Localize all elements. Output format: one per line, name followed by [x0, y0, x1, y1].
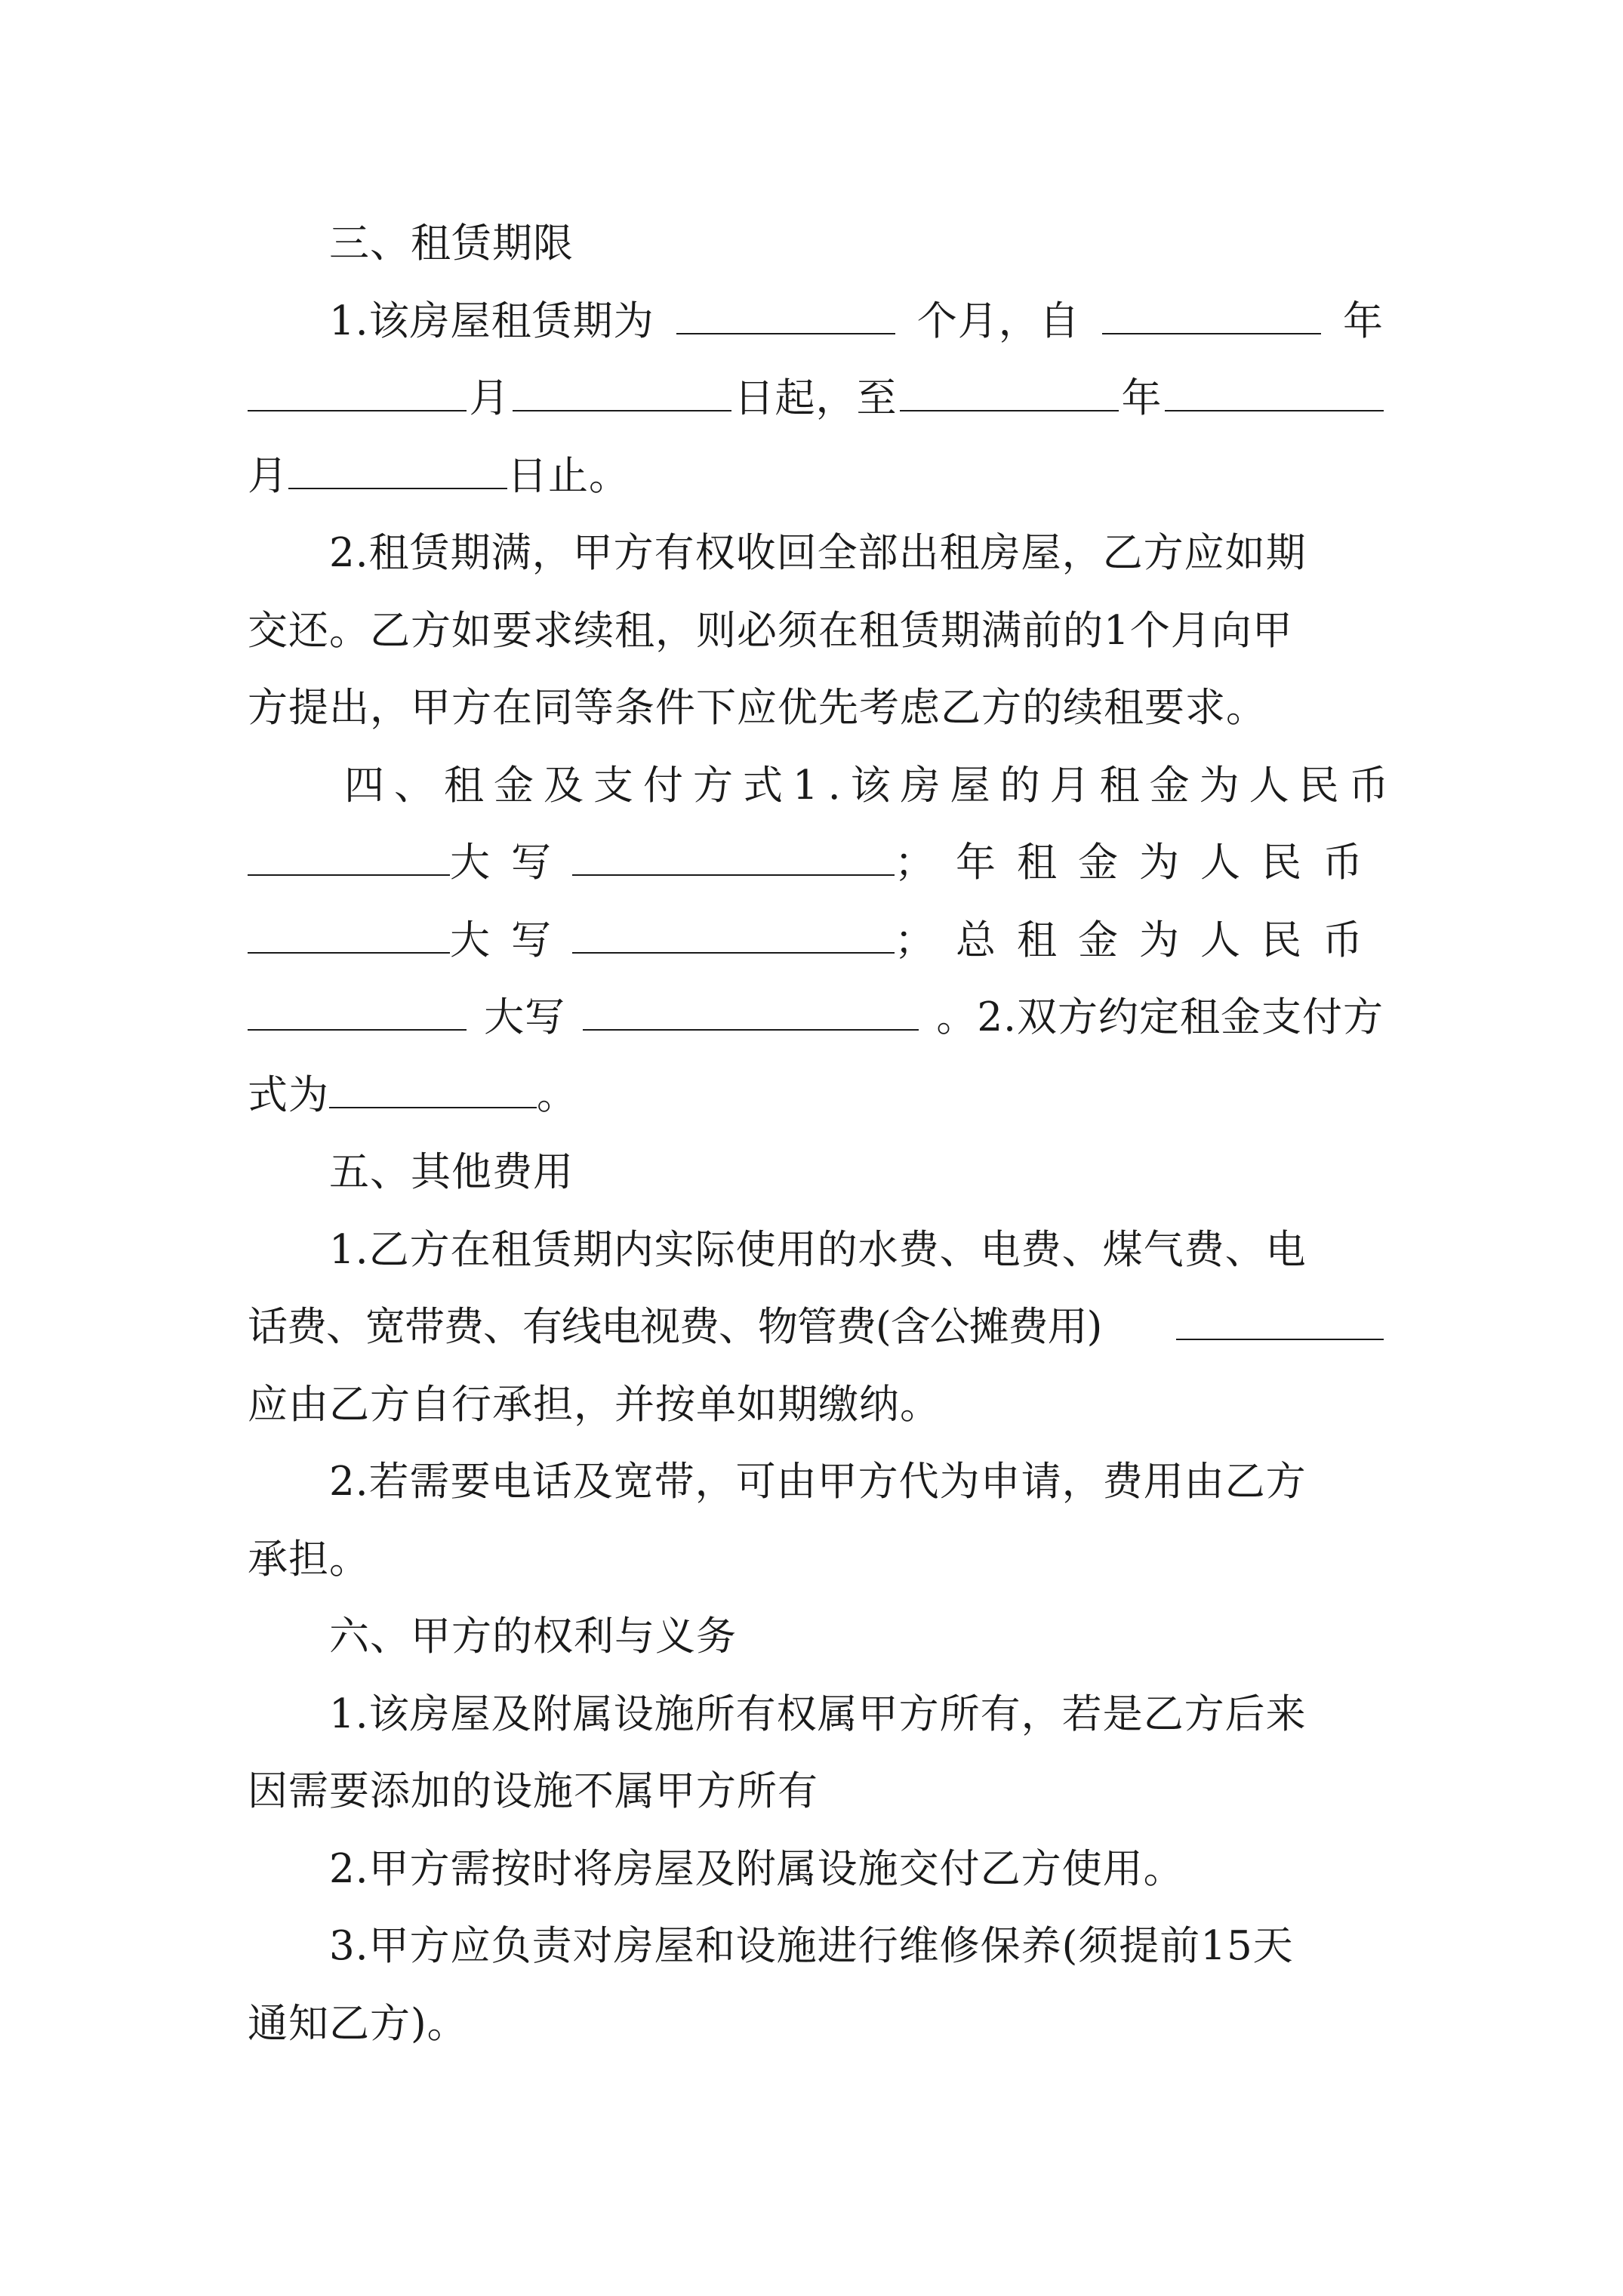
start-year-blank[interactable] [1102, 294, 1321, 334]
monthly-rent-blank[interactable] [248, 837, 450, 876]
lease-months-blank[interactable] [676, 294, 895, 334]
lease-term-line-1: 1.该房屋租赁期为 个月，自 年 [248, 283, 1384, 361]
section-heading-rent: 四、租金及支付方式1.该房屋的月租金为人民币 [344, 762, 1399, 809]
payment-method-line: 式为 。 [248, 1057, 1384, 1135]
lease-term-line-2: 月 日起，至 年 [248, 360, 1384, 438]
total-rent-words-blank[interactable] [583, 991, 919, 1031]
payment-method-blank[interactable] [329, 1068, 537, 1108]
total-rent-blank[interactable] [248, 991, 467, 1031]
rent-line-total: 大写 。2.双方约定租金支付方 [248, 979, 1384, 1057]
section-heading-lease-term: 三、租赁期限 [329, 220, 574, 267]
monthly-rent-words-blank[interactable] [572, 837, 895, 876]
rent-line-annual: 大写 ；总租金为人民币 [248, 902, 1384, 980]
annual-rent-words-blank[interactable] [572, 914, 895, 953]
fees-line-1: 1.乙方在租赁期内实际使用的水费、电费、煤气费、电 [329, 1226, 1307, 1273]
fees-line-3: 应由乙方自行承担，并按单如期缴纳。 [248, 1381, 941, 1428]
start-month-blank[interactable] [248, 372, 467, 411]
renewal-line-1: 2.租赁期满，甲方有权收回全部出租房屋，乙方应如期 [329, 530, 1307, 576]
rent-line-monthly: 大写 ；年租金为人民币 [248, 824, 1384, 902]
start-day-blank[interactable] [513, 372, 731, 411]
ownership-line-1: 1.该房屋及附属设施所有权属甲方所有，若是乙方后来 [329, 1690, 1307, 1737]
renewal-line-3: 方提出，甲方在同等条件下应优先考虑乙方的续租要求。 [248, 685, 1267, 731]
end-month-blank[interactable] [1165, 372, 1384, 411]
delivery-line: 2.甲方需按时将房屋及附属设施交付乙方使用。 [329, 1845, 1184, 1892]
fees-blank[interactable] [1176, 1301, 1384, 1340]
fees-line-2: 话费、宽带费、有线电视费、物管费(含公摊费用) [248, 1289, 1384, 1367]
maintenance-line-2: 通知乙方)。 [248, 2000, 468, 2047]
contract-text [248, 205, 1399, 2063]
lease-term-line-3: 月 日止。 [248, 438, 1384, 516]
section-heading-landlord-rights: 六、甲方的权利与义务 [329, 1613, 737, 1660]
end-day-blank[interactable] [288, 449, 507, 488]
renewal-line-2: 交还。乙方如要求续租，则必须在租赁期满前的1个月向甲 [248, 607, 1293, 654]
phone-broadband-line-1: 2.若需要电话及宽带，可由甲方代为申请，费用由乙方 [329, 1459, 1307, 1505]
ownership-line-2: 因需要添加的设施不属甲方所有 [248, 1768, 818, 1814]
end-year-blank[interactable] [900, 372, 1119, 411]
section-heading-other-fees: 五、其他费用 [329, 1149, 574, 1195]
phone-broadband-line-2: 承担。 [248, 1536, 370, 1583]
annual-rent-blank[interactable] [248, 914, 450, 953]
maintenance-line-1: 3.甲方应负责对房屋和设施进行维修保养(须提前15天 [329, 1923, 1294, 1969]
